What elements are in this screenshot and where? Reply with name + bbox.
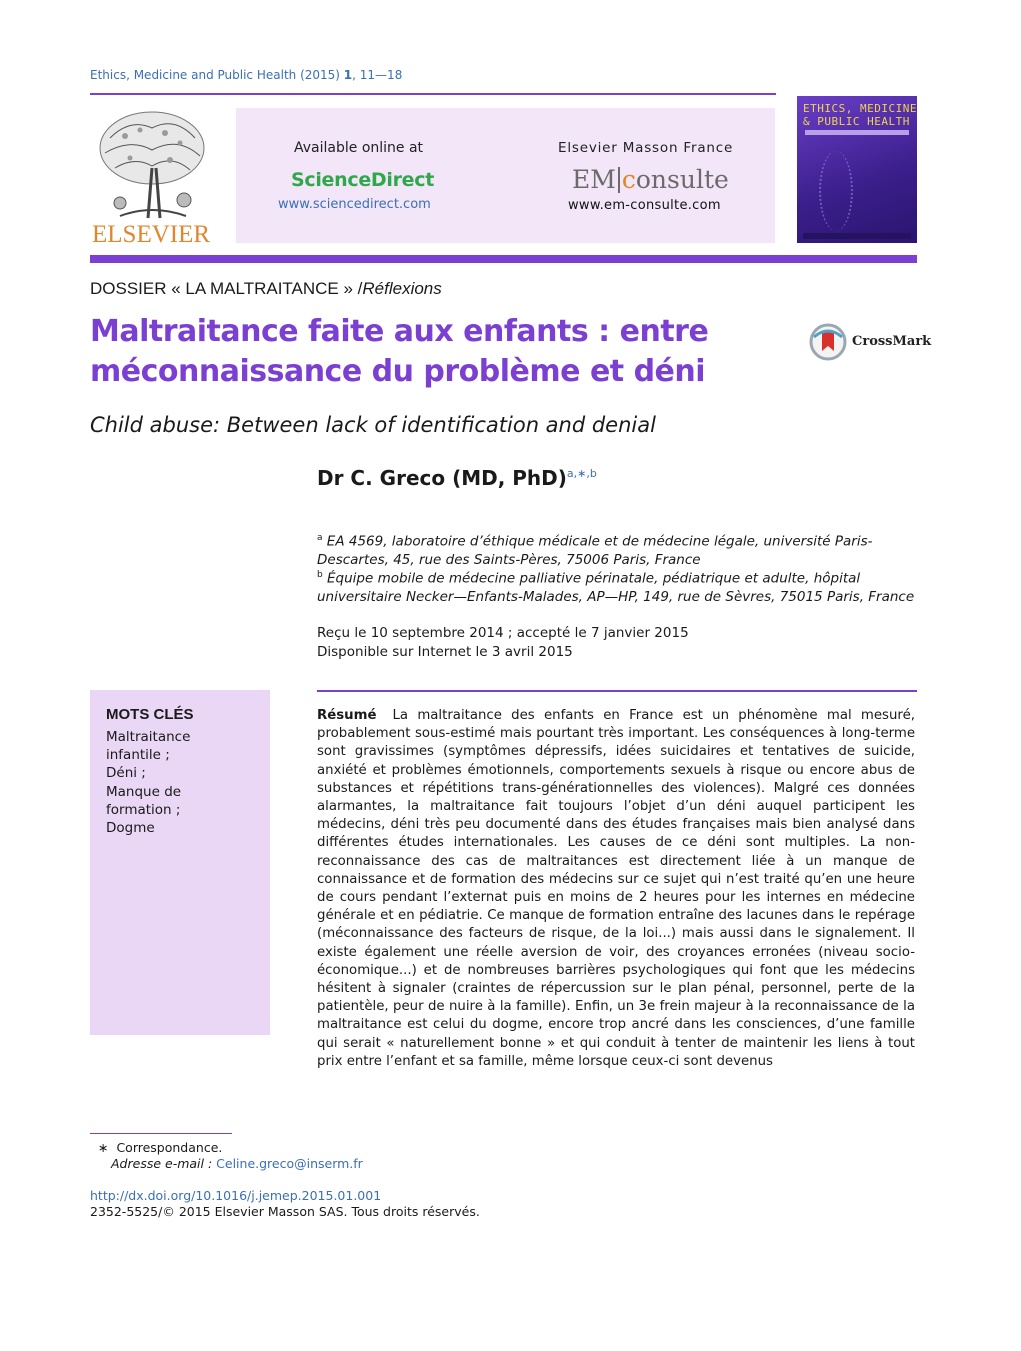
keyword-line: formation ; <box>106 801 181 818</box>
emconsulte-rest: onsulte <box>635 165 729 194</box>
crossmark-label: CrossMark <box>852 334 932 349</box>
footnote-divider <box>90 1133 232 1134</box>
correspondence-mark: ∗ <box>98 1140 109 1155</box>
doi-link[interactable]: http://dx.doi.org/10.1016/j.jemep.2015.01.001 <box>90 1188 382 1203</box>
crossmark-icon <box>808 321 848 363</box>
cover-title-line-1: ETHICS, MEDICINE <box>803 102 917 115</box>
keywords-list <box>106 728 190 837</box>
copyright-notice: 2352-5525/© 2015 Elsevier Masson SAS. Tous droits réservés. <box>90 1204 480 1219</box>
author-name: Dr C. Greco (MD, PhD) <box>317 466 567 490</box>
keyword-line: Maltraitance <box>106 729 191 745</box>
publisher-name: Elsevier Masson France <box>558 140 734 156</box>
elsevier-logo <box>90 108 215 246</box>
emconsulte-bar <box>618 167 620 193</box>
sciencedirect-logo[interactable]: ScienceDirect <box>291 169 435 191</box>
section-label <box>90 279 442 299</box>
email-label: Adresse e-mail : <box>111 1156 213 1171</box>
keywords-title: MOTS CLÉS <box>106 706 194 723</box>
article-title-line-2: méconnaissance du problème et déni <box>90 354 706 389</box>
dossier-type: Réflexions <box>362 279 442 298</box>
journal-name: Ethics, Medicine and Public Health (2015) <box>90 68 340 82</box>
author-line <box>317 466 597 490</box>
received-date: Reçu le 10 septembre 2014 ; accepté le 7 janvier 2015 <box>317 625 689 641</box>
cover-dna-graphic <box>819 151 853 231</box>
email-line <box>111 1156 363 1171</box>
emconsulte-c: c <box>621 165 636 194</box>
emconsulte-logo[interactable] <box>572 165 729 194</box>
emconsulte-link[interactable]: www.em-consulte.com <box>568 198 721 213</box>
keywords-box <box>90 690 270 1035</box>
correspondence-label: Correspondance. <box>116 1140 223 1155</box>
elsevier-wordmark: ELSEVIER <box>92 221 211 246</box>
abstract-divider <box>317 690 917 692</box>
affiliation-b-text: Équipe mobile de médecine palliative périnatale, pédiatrique et adulte, hôpital universitaire Necker—Enfants-Malades, AP—HP, 149, rue de Sèvres, 75015 Paris, France <box>317 570 915 605</box>
dossier-label: DOSSIER « LA MALTRAITANCE » / <box>90 279 363 298</box>
header-thick-divider <box>90 255 917 263</box>
available-online-label: Available online at <box>294 140 424 156</box>
online-date: Disponible sur Internet le 3 avril 2015 <box>317 644 573 660</box>
availability-banner <box>236 108 775 243</box>
author-affiliation-marks[interactable]: a,∗,b <box>566 467 597 480</box>
journal-volume: 1 <box>343 68 353 82</box>
abstract <box>317 707 915 1071</box>
affiliation-a-text: EA 4569, laboratoire d’éthique médicale et de médecine légale, université Paris-Descartes, 45, rue des Saints-Pères, 75006 Paris, France <box>317 533 873 568</box>
article-title-line-1: Maltraitance faite aux enfants : entre <box>90 314 709 349</box>
sciencedirect-link[interactable]: www.sciencedirect.com <box>278 197 431 212</box>
cover-title-line-2: & PUBLIC HEALTH <box>803 115 910 128</box>
abstract-text: La maltraitance des enfants en France est un phénomène mal mesuré, probablement sous-estimé mais pourtant très important. Les conséquences à long-terme sont gravissimes (symptômes dépressifs, idées suicidaires et tentatives de suicide, anxiété et problèmes émotionnels, comportements sexuels à risque ou encore abus de substances et répétitions trans-générationnelles des violences). Malgré ces données alarmantes, la maltraitance fait toujours l’objet d’un déni auquel participent les médecins, déni très peu documenté dans des études françaises mais bien analysé dans différentes études internationales. Les causes de ce déni sont multiples. La non-reconnaissance des cas de maltraitances est directement liée à un manque de connaissance et de formation des médecins sur ce sujet qui n’est traité qu’en une heure de cours pendant l’externat puis en moins de 2 heures pour les internes en médecine générale et en pédiatrie. Ce manque de formation entraîne des lacunes dans le repérage (méconnaissance des facteurs de risque, de la loi...) mais aussi dans le signalement. Il existe également une réelle aversion de voir, des croyances erronées (niveau socio-économique...) et de nombreuses barrières psychologiques qui font que les médecins hésitent à signaler (craintes de répercussion sur le plan pénal, personnel, perte de la patientèle, peur de nuire à la famille). Enfin, un 3e frein majeur à la reconnaissance de la maltraitance est celui du dogme, encore trop ancré dans les consciences, d’une famille qui serait « naturellement bonne » et qui conduit à tenter de maintenir les liens à tout prix entre l’enfant et sa famille, même lorsque ceux-ci sont devenus <box>317 708 915 1069</box>
keyword-line: Dogme <box>106 820 155 837</box>
keyword-line: infantile ; <box>106 747 170 764</box>
affiliation-b-mark: b <box>317 570 323 580</box>
abstract-label: Résumé <box>317 708 377 723</box>
keyword-line: Manque de <box>106 783 182 800</box>
affiliation-a <box>317 529 917 570</box>
affiliation-b <box>317 566 917 607</box>
affiliation-a-mark: a <box>317 533 323 543</box>
crossmark-badge[interactable] <box>808 321 932 363</box>
journal-cover-image[interactable] <box>797 96 917 243</box>
cover-band <box>805 130 909 135</box>
english-title: Child abuse: Between lack of identification and denial <box>90 413 656 437</box>
top-divider <box>90 93 776 95</box>
correspondence-note <box>98 1140 222 1155</box>
emconsulte-em: EM <box>572 165 616 194</box>
journal-reference[interactable] <box>90 68 402 82</box>
cover-footer <box>803 233 911 239</box>
journal-pages: , 11—18 <box>352 68 403 82</box>
keyword-line: Déni ; <box>106 765 146 782</box>
email-link[interactable]: Celine.greco@inserm.fr <box>216 1156 363 1171</box>
